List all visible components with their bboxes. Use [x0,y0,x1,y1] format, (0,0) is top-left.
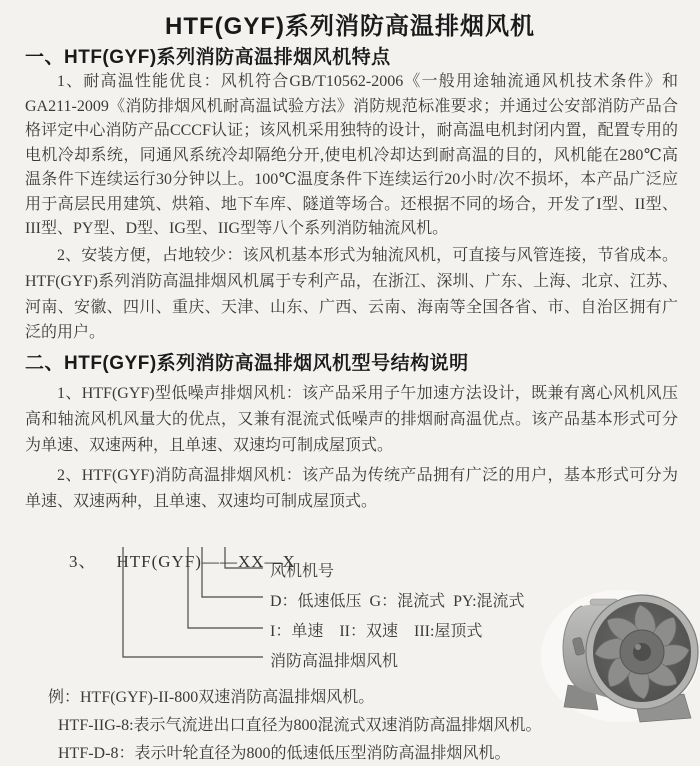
hub-highlight [635,644,641,650]
callout-speed-type: I：单速 II：双速 III:屋顶式 [270,623,483,640]
model-paragraph-2: 2、HTF(GYF)消防高温排烟风机：该产品为传统产品拥有广泛的用户，基本形式可分为单速、双速两种，且单速、双速均可制成屋顶式。 [25,467,678,510]
model-code: HTF(GYF)——XX—X [116,552,296,571]
callout-fan-number: 风机机号 [270,563,335,580]
axial-fan-photo [540,590,700,726]
example-line-1: 例：HTF(GYF)-II-800双速消防高温排烟风机。 [48,689,375,706]
model-item-number: 3、 [69,552,97,571]
callout-pressure-type: D：低速低压 G：混流式 PY:混流式 [270,593,525,610]
features-paragraph-1: 1、耐高温性能优良：风机符合GB/T10562-2006《一般用途轴流通风机技术条件》和GA211-2009《消防排烟风机耐高温试验方法》消防规范标准要求；并通过公安部消防产品合格评定中心消防产品CCCF认证；该风机采用独特的设计，耐高温电机封闭内置，配置专用的电机冷却系统，同通风系统冷却隔绝分开,使电机冷却达到耐高温的目的，风机能在280℃高温条件下连续运行30分钟以上。100℃温度条件下连续运行20小时/次不损坏，本产品广泛应用于高层民用建筑、烘箱、地下车库、隧道等场合。还根据不同的场合，开发了I型、II型、III型、PY型、D型、IG型、IIG型等八个系列消防轴流风机。 [25,73,678,237]
example-line-2: HTF-IIG-8:表示气流进出口直径为800混流式双速消防高温排烟风机。 [58,717,542,734]
model-code-row [48,527,296,592]
features-paragraph-2: 2、安装方便，占地较少：该风机基本形式为轴流风机，可直接与风管连接，节省成本。HTF(GYF)系列消防高温排烟风机属于专利产品，在浙江、深圳、广东、上海、北京、江苏、河南、安徽、四川、重庆、天津、山东、广西、云南、海南等全国各省、市、自治区拥有广泛的用户。 [25,247,678,342]
model-paragraph-1: 1、HTF(GYF)型低噪声排烟风机：该产品采用子午加速方法设计，既兼有离心风机风压高和轴流风机风量大的优点，又兼有混流式低噪声的排烟耐高温优点。该产品基本形式可分为单速、双速两种，且单速、双速均可制成屋顶式。 [25,385,678,454]
callout-product-name: 消防高温排烟风机 [270,653,399,670]
page-title: HTF(GYF)系列消防高温排烟风机 [165,13,535,40]
section-features-heading: 一、HTF(GYF)系列消防高温排烟风机特点 [25,47,391,68]
example-line-3: HTF-D-8：表示叶轮直径为800的低速低压型消防高温排烟风机。 [58,745,511,762]
section-model-heading: 二、HTF(GYF)系列消防高温排烟风机型号结构说明 [25,353,469,374]
